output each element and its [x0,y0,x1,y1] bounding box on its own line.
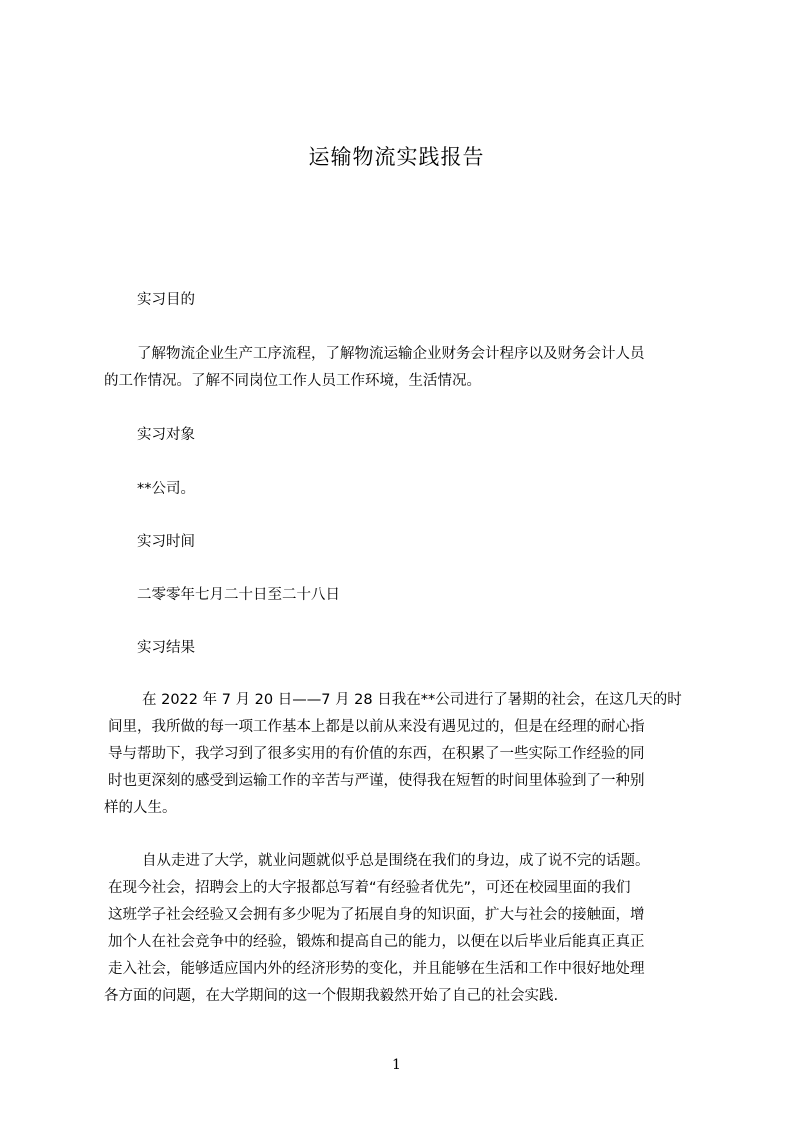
paragraph-line: 在现今社会，招聘会上的大字报都总写着“有经验者优先”，可还在校园里面的我们 [108,880,631,896]
paragraph-line: 加个人在社会竞争中的经验，锻炼和提高自己的能力，以便在以后毕业后能真正真正 [108,934,645,950]
section-heading-purpose: 实习目的 [137,292,195,308]
section-heading-results: 实习结果 [137,640,195,656]
paragraph-line: 导与帮助下，我学习到了很多实用的有价值的东西，在积累了一些实际工作经验的同 [108,746,645,762]
section-heading-subject: 实习对象 [137,427,195,443]
page-number: 1 [392,1057,401,1073]
paragraph-line: 时也更深刻的感受到运输工作的辛苦与严谨，使得我在短暂的时间里体验到了一种别 [108,773,645,789]
document-title: 运输物流实践报告 [308,145,485,169]
paragraph-line: 走入社会，能够适应国内外的经济形势的变化，并且能够在生活和工作中很好地处理 [108,961,645,977]
paragraph-line: 了解物流企业生产工序流程，了解物流运输企业财务会计程序以及财务会计人员 [137,346,645,362]
paragraph-line: 各方面的问题，在大学期间的这一个假期我毅然开始了自己的社会实践. [104,988,559,1004]
section-heading-time: 实习时间 [137,534,195,550]
paragraph-line: 间里，我所做的每一项工作基本上都是以前从来没有遇见过的，但是在经理的耐心指 [108,719,645,735]
paragraph-line: 样的人生。 [104,800,177,816]
paragraph-line: **公司。 [137,481,195,497]
paragraph-line: 的工作情况。了解不同岗位工作人员工作环境，生活情况。 [104,373,481,389]
paragraph-line: 二零零年七月二十日至二十八日 [137,587,340,603]
paragraph-line: 在 2022 年 7 月 20 日——7 月 28 日我在**公司进行了暑期的社会，在这几天的时 [142,692,682,708]
paragraph-line: 自从走进了大学，就业问题就似乎总是围绕在我们的身边，成了说不完的话题。 [142,853,650,869]
paragraph-line: 这班学子社会经验又会拥有多少呢为了拓展自身的知识面，扩大与社会的接触面，增 [108,907,645,923]
